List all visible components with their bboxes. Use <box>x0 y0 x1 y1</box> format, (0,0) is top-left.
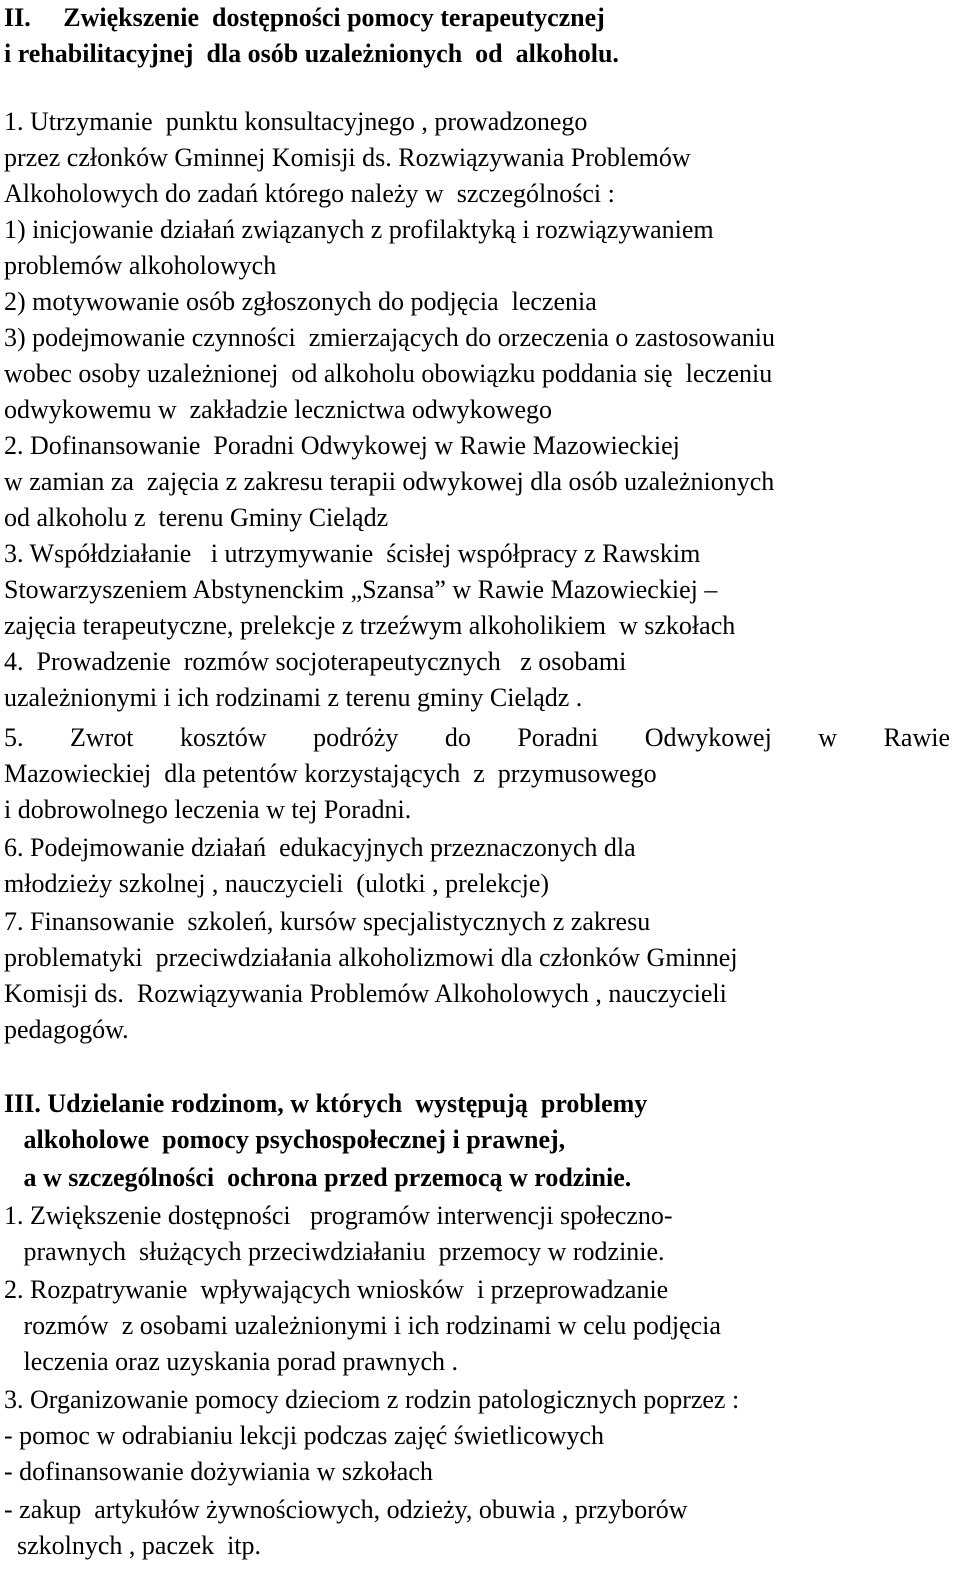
text-line: zajęcia terapeutyczne, prelekcje z trzeźwym alkoholikiem w szkołach <box>4 611 736 640</box>
text-line: Komisji ds. Rozwiązywania Problemów Alkoholowych , nauczycieli <box>4 979 727 1008</box>
word: podróży <box>313 723 399 752</box>
text-line: przez członków Gminnej Komisji ds. Rozwiązywania Problemów <box>4 143 691 172</box>
word: Rawie <box>883 723 950 752</box>
justified-text-line <box>4 720 950 756</box>
text-line: rozmów z osobami uzależnionymi i ich rodzinami w celu podjęcia <box>4 1311 721 1340</box>
text-line: - pomoc w odrabianiu lekcji podczas zajęć świetlicowych <box>4 1421 604 1450</box>
word: 5. <box>4 723 24 752</box>
text-line: uzależnionymi i ich rodzinami z terenu gminy Cielądz . <box>4 683 583 712</box>
word: Zwrot <box>69 723 134 752</box>
text-line: 2. Dofinansowanie Poradni Odwykowej w Rawie Mazowieckiej <box>4 431 680 460</box>
section-2-heading-line-1: II. Zwiększenie dostępności pomocy terapeutycznej <box>4 3 605 32</box>
section-3-heading-line-2: alkoholowe pomocy psychospołecznej i prawnej, <box>4 1125 566 1154</box>
text-line: - dofinansowanie dożywiania w szkołach <box>4 1457 433 1486</box>
text-line: 3) podejmowanie czynności zmierzających do orzeczenia o zastosowaniu <box>4 323 775 352</box>
word: kosztów <box>180 723 267 752</box>
text-line: 6. Podejmowanie działań edukacyjnych przeznaczonych dla <box>4 833 636 862</box>
text-line: 4. Prowadzenie rozmów socjoterapeutycznych z osobami <box>4 647 627 676</box>
text-line: 3. Współdziałanie i utrzymywanie ścisłej współpracy z Rawskim <box>4 539 701 568</box>
text-line: szkolnych , paczek itp. <box>4 1531 262 1560</box>
section-3-heading-line-1: III. Udzielanie rodzinom, w których występują problemy <box>4 1089 648 1118</box>
text-line: problematyki przeciwdziałania alkoholizmowi dla członków Gminnej <box>4 943 738 972</box>
word: do <box>444 723 471 752</box>
text-line: Mazowieckiej dla petentów korzystających z przymusowego <box>4 759 657 788</box>
text-line: pedagogów. <box>4 1015 129 1044</box>
section-3-heading-line-3: a w szczególności ochrona przed przemocą w rodzinie. <box>4 1163 632 1192</box>
text-line: w zamian za zajęcia z zakresu terapii odwykowej dla osób uzależnionych <box>4 467 775 496</box>
word: Poradni <box>517 723 599 752</box>
text-line: 7. Finansowanie szkoleń, kursów specjalistycznych z zakresu <box>4 907 651 936</box>
word: w <box>818 723 838 752</box>
text-line: odwykowemu w zakładzie lecznictwa odwykowego <box>4 395 552 424</box>
text-line: 1. Utrzymanie punktu konsultacyjnego , prowadzonego <box>4 107 588 136</box>
text-line: 2. Rozpatrywanie wpływających wniosków i przeprowadzanie <box>4 1275 669 1304</box>
text-line: problemów alkoholowych <box>4 251 277 280</box>
text-line: i dobrowolnego leczenia w tej Poradni. <box>4 795 412 824</box>
text-line: Alkoholowych do zadań którego należy w szczególności : <box>4 179 615 208</box>
text-line: wobec osoby uzależnionej od alkoholu obowiązku poddania się leczeniu <box>4 359 773 388</box>
text-line: prawnych służących przeciwdziałaniu przemocy w rodzinie. <box>4 1237 665 1266</box>
text-line: leczenia oraz uzyskania porad prawnych . <box>4 1347 459 1376</box>
text-line: 1. Zwiększenie dostępności programów interwencji społeczno- <box>4 1201 673 1230</box>
text-line: 2) motywowanie osób zgłoszonych do podjęcia leczenia <box>4 287 597 316</box>
section-2-heading-line-2: i rehabilitacyjnej dla osób uzależnionych od alkoholu. <box>4 39 619 68</box>
text-line: 3. Organizowanie pomocy dzieciom z rodzin patologicznych poprzez : <box>4 1385 740 1414</box>
text-line: od alkoholu z terenu Gminy Cielądz <box>4 503 389 532</box>
text-line: Stowarzyszeniem Abstynenckim „Szansa” w Rawie Mazowieckiej – <box>4 575 718 604</box>
word: Odwykowej <box>644 723 772 752</box>
text-line: 1) inicjowanie działań związanych z profilaktyką i rozwiązywaniem <box>4 215 714 244</box>
text-line: młodzieży szkolnej , nauczycieli (ulotki , prelekcje) <box>4 869 550 898</box>
text-line: - zakup artykułów żywnościowych, odzieży, obuwia , przyborów <box>4 1495 688 1524</box>
